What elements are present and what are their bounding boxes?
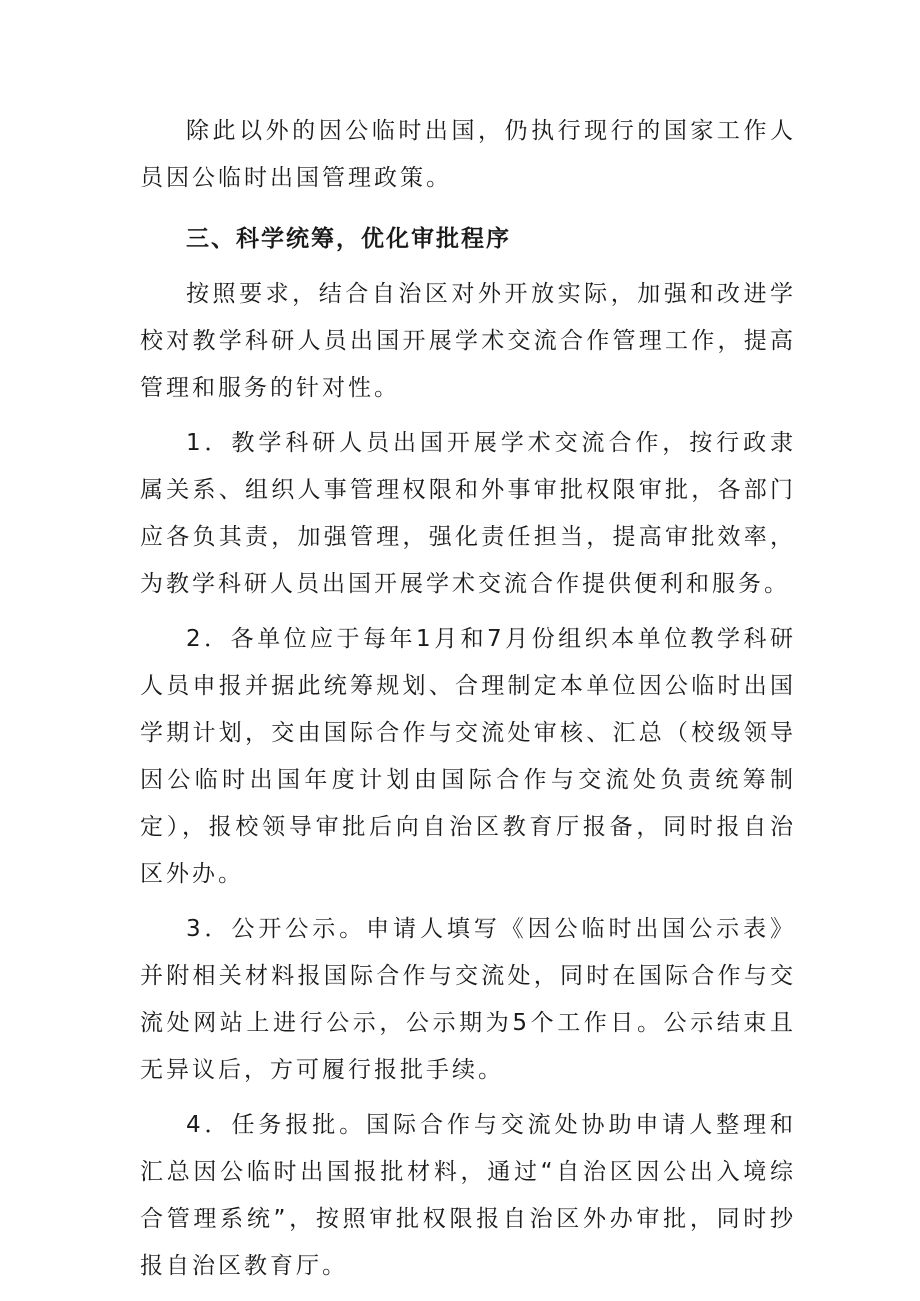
section-heading-3: 三、科学统筹，优化审批程序 <box>186 226 511 252</box>
paragraph-remaining-policy: 除此以外的因公临时出国，仍执行现行的国家工作人员因公临时出国管理政策。 <box>140 118 796 191</box>
list-item-3: 3．公开公示。申请人填写《因公临时出国公示表》并附相关材料报国际合作与交流处，同时在国际合作与交流处网站上进行公示，公示期为5个工作日。公示结束且无异议后，方可履行报批手续。 <box>140 916 796 1083</box>
list-item-4: 4．任务报批。国际合作与交流处协助申请人整理和汇总因公临时出国报批材料，通过“自治区因公出入境综合管理系统”，按照审批权限报自治区外办审批，同时抄报自治区教育厅。 <box>140 1112 796 1279</box>
list-item-2: 2．各单位应于每年1月和7月份组织本单位教学科研人员申报并据此统筹规划、合理制定本单位因公临时出国学期计划，交由国际合作与交流处审核、汇总（校级领导因公临时出国年度计划由国际合作与交流处负责统筹制定），报校领导审批后向自治区教育厅报备，同时报自治区外办。 <box>140 626 796 887</box>
list-item-1: 1．教学科研人员出国开展学术交流合作，按行政隶属关系、组织人事管理权限和外事审批权限审批，各部门应各负其责，加强管理，强化责任担当，提高审批效率，为教学科研人员出国开展学术交流合作提供便利和服务。 <box>140 430 796 597</box>
document-page <box>140 108 796 1298</box>
paragraph-requirements: 按照要求，结合自治区对外开放实际，加强和改进学校对教学科研人员出国开展学术交流合作管理工作，提高管理和服务的针对性。 <box>140 281 796 401</box>
